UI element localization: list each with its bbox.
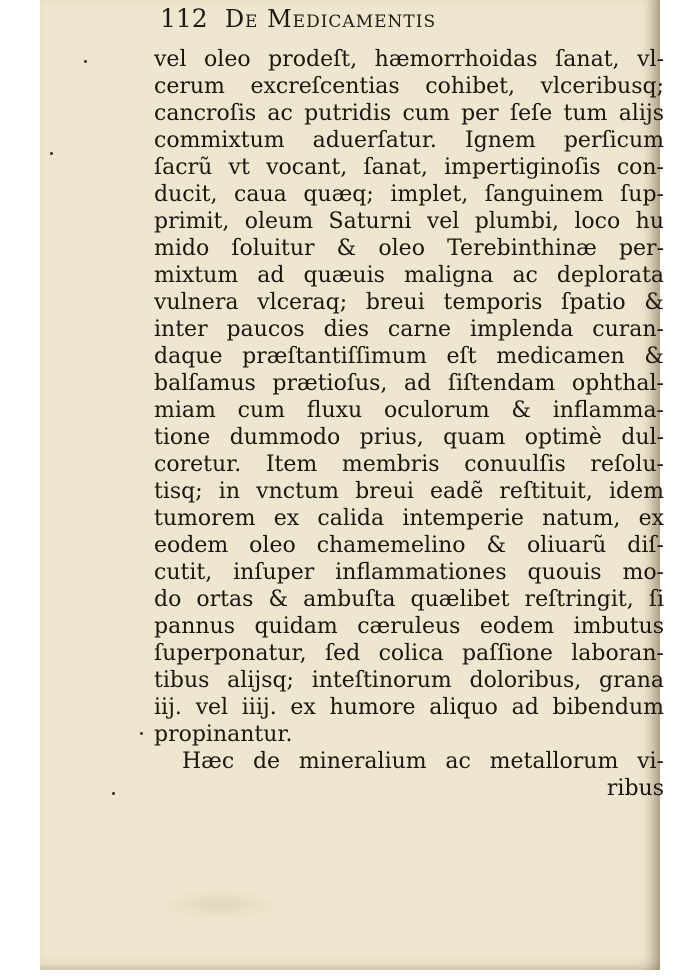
- ink-speck: [140, 732, 143, 735]
- text-line: pannus quidam cæruleus eodem imbutus: [154, 614, 664, 639]
- text-line: ſuperponatur, ſed colica paſſione laboran-: [154, 641, 664, 666]
- text-line: cerum excreſcentias cohibet, vlceribusq;: [154, 74, 664, 99]
- text-line: vulnera vlceraq; breui temporis ſpatio &: [154, 290, 664, 315]
- text-line: cutit, inſuper inflammationes quouis mo-: [154, 560, 664, 585]
- text-line: eodem oleo chamemelino & oliuarũ diſ-: [154, 533, 664, 558]
- text-line: mixtum ad quæuis maligna ac deplorata: [154, 263, 664, 288]
- book-page: [40, 0, 664, 970]
- text-line: vel oleo prodeſt, hæmorrhoidas ſanat, vl-: [154, 47, 664, 72]
- text-line: tumorem ex calida intemperie natum, ex: [154, 506, 664, 531]
- text-line: coretur. Item membris conuulſis reſolu-: [154, 452, 664, 477]
- text-line: ducit, caua quæq; implet, ſanguinem ſup-: [154, 182, 664, 207]
- page-number: 112: [160, 4, 208, 33]
- text-line: commixtum aduerſatur. Ignem perſicum: [154, 128, 664, 153]
- running-head: De Medicamentis: [224, 5, 437, 33]
- text-line: primit, oleum Saturni vel plumbi, loco hu: [154, 209, 664, 234]
- text-line: iij. vel iiij. ex humore aliquo ad bibendum: [154, 695, 664, 720]
- text-line: Hæc de mineralium ac metallorum vi-: [182, 749, 664, 774]
- text-line: tione dummodo prius, quam optimè dul-: [154, 425, 664, 450]
- text-line: tibus alijsq; inteſtinorum doloribus, grana: [154, 668, 664, 693]
- text-line: miam cum fluxu oculorum & inflamma-: [154, 398, 664, 423]
- paper-stain: [160, 890, 280, 920]
- text-line: ſacrũ vt vocant, ſanat, impertiginoſis con-: [154, 155, 664, 180]
- ink-speck: [112, 792, 115, 795]
- text-line: daque præſtantiſſimum eſt medicamen &: [154, 344, 664, 369]
- text-line: inter paucos dies carne implenda curan-: [154, 317, 664, 342]
- page-header: [160, 4, 436, 33]
- ink-speck: [50, 152, 53, 155]
- catchword: ribus: [606, 776, 664, 801]
- text-line: tisq; in vnctum breui eadẽ reſtituit, idem: [154, 479, 664, 504]
- text-line: mido ſoluitur & oleo Terebinthinæ per-: [154, 236, 664, 261]
- text-line: balſamus prætioſus, ad ſiſtendam ophthal-: [154, 371, 664, 396]
- text-line: do ortas & ambuſta quælibet reſtringit, ſi: [154, 587, 664, 612]
- ink-speck: [84, 60, 87, 63]
- text-line: propinantur.: [154, 722, 293, 747]
- body-text: [154, 46, 664, 802]
- text-line: cancroſis ac putridis cum per ſeſe tum alijs: [154, 101, 664, 126]
